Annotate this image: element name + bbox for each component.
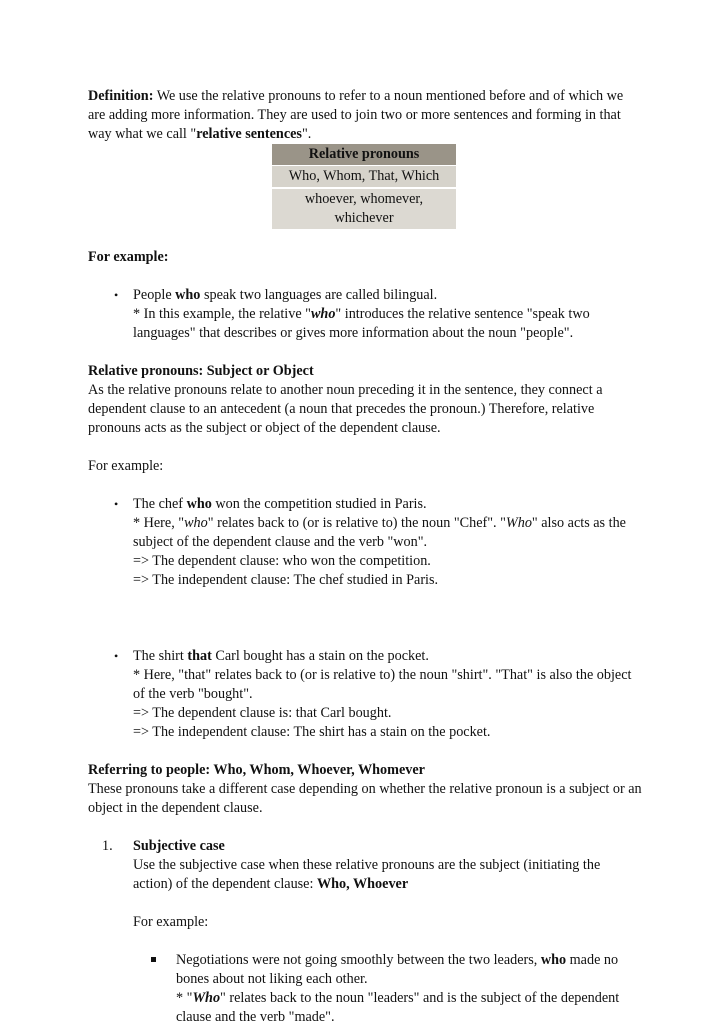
independent-clause: => The independent clause: The shirt has a stain on the pocket.	[133, 724, 491, 740]
bullet-icon: •	[114, 649, 119, 663]
list-number: 1.	[102, 838, 113, 854]
for-example-label: For example:	[88, 458, 164, 474]
paragraph: Use the subjective case when these relative pronouns are the subject (initiating the action) of the dependent clause: Who, Whoever	[133, 857, 601, 892]
example-note: * In this example, the relative "who" introduces the relative sentence "speak two languages" that describes or gives more information about the noun "people".	[133, 306, 590, 341]
numbered-item	[88, 837, 643, 951]
dependent-clause: => The dependent clause is: that Carl bought.	[133, 705, 392, 721]
list-item	[88, 647, 643, 742]
paragraph: These pronouns take a different case depending on whether the relative pronoun is a subject or an object in the dependent clause.	[88, 781, 642, 816]
section-heading	[88, 248, 643, 267]
independent-clause: => The independent clause: The chef studied in Paris.	[133, 572, 439, 588]
example-sentence: The chef who won the competition studied in Paris.	[133, 496, 427, 512]
table-row: Who, Whom, That, Which	[272, 166, 456, 189]
list-item	[88, 495, 643, 590]
bullet-icon: •	[114, 497, 119, 511]
table-header: Relative pronouns	[272, 144, 456, 166]
example-sentence: Negotiations were not going smoothly between the two leaders, who made no bones about not liking each other.	[176, 952, 619, 987]
example-sentence: The shirt that Carl bought has a stain on the pocket.	[133, 648, 429, 664]
example-note: * Here, "that" relates back to (or is relative to) the noun "shirt". "That" is also the object of the verb "bought".	[133, 667, 632, 702]
square-bullet-icon	[151, 957, 156, 962]
example-note: * "Who" relates back to the noun "leaders" and is the subject of the dependent clause and the verb "made".	[176, 990, 620, 1025]
definition-term: relative sentences	[196, 126, 302, 142]
relative-pronouns-table	[272, 144, 456, 229]
for-example-label: For example:	[133, 914, 209, 930]
dependent-clause: => The dependent clause: who won the competition.	[133, 553, 431, 569]
example-sentence: People who speak two languages are called bilingual.	[133, 287, 438, 303]
paragraph: As the relative pronouns relate to another noun preceding it in the sentence, they connect a dependent clause to an antecedent (a noun that precedes the pronoun.) Therefore, relative pronouns acts as the subject or object of the dependent clause.	[88, 382, 603, 436]
list-item	[88, 286, 643, 343]
bullet-icon: •	[114, 288, 119, 302]
definition-end: ".	[301, 126, 312, 142]
example-heading: For example:	[88, 249, 169, 265]
example-note: * Here, "who" relates back to (or is relative to) the noun "Chef". "Who" also acts as the subject of the dependent clause and the verb "won".	[133, 515, 626, 550]
document-page	[88, 87, 643, 1027]
definition-text: We use the relative pronouns to refer to a noun mentioned before and of which we are adding more information. They are used to join two or more sentences and forming in that way what we call "	[88, 88, 624, 142]
table-row: whoever, whomever, whichever	[272, 188, 456, 229]
definition-label: Definition:	[88, 88, 154, 104]
section-heading: Referring to people: Who, Whom, Whoever, Whomever	[88, 762, 425, 778]
list-item	[88, 951, 643, 1027]
section-heading: Relative pronouns: Subject or Object	[88, 363, 314, 379]
subsection-heading: Subjective case	[133, 838, 225, 854]
definition-paragraph	[88, 87, 643, 144]
